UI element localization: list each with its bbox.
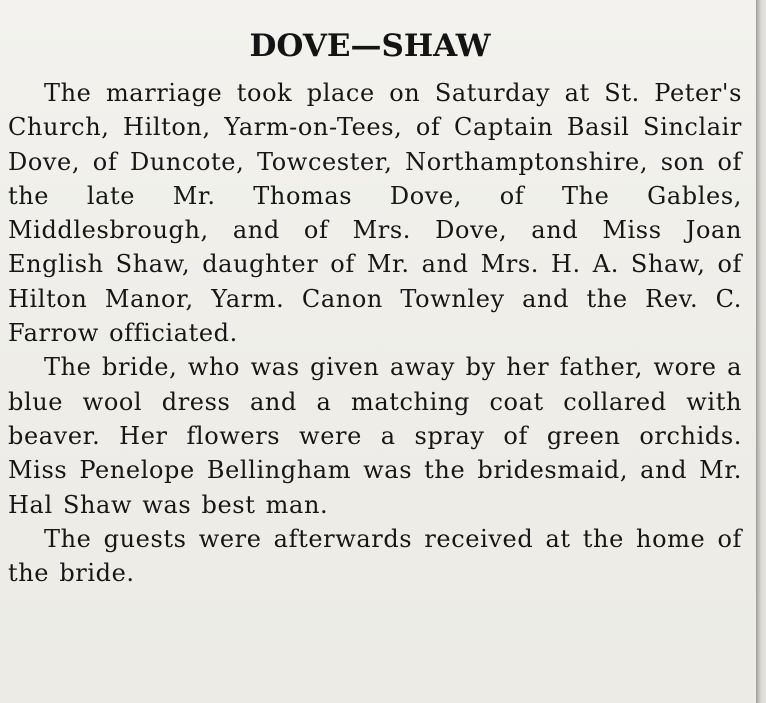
article-body xyxy=(8,76,742,590)
clipping-edge-shadow xyxy=(756,0,766,703)
paragraph-ceremony: The marriage took place on Saturday at St. Peter's Church, Hilton, Yarm-on-Tees, of Captain Basil Sinclair Dove, of Duncote, Towcester, Northamptonshire, son of the late Mr. Thomas Dove, of The Gables, Middlesbrough, and of Mrs. Dove, and Miss Joan English Shaw, daughter of Mr. and Mrs. H. A. Shaw, of Hilton Manor, Yarm. Canon Townley and the Rev. C. Farrow officiated. xyxy=(8,79,742,348)
headline: DOVE—SHAW xyxy=(249,28,491,64)
paragraph-bride: The bride, who was given away by her father, wore a blue wool dress and a matching coat collared with beaver. Her flowers were a spray of green orchids. Miss Penelope Bellingham was the bridesmaid, and Mr. Hal Shaw was best man. xyxy=(8,353,742,519)
paragraph-reception: The guests were afterwards received at the home of the bride. xyxy=(8,524,742,588)
